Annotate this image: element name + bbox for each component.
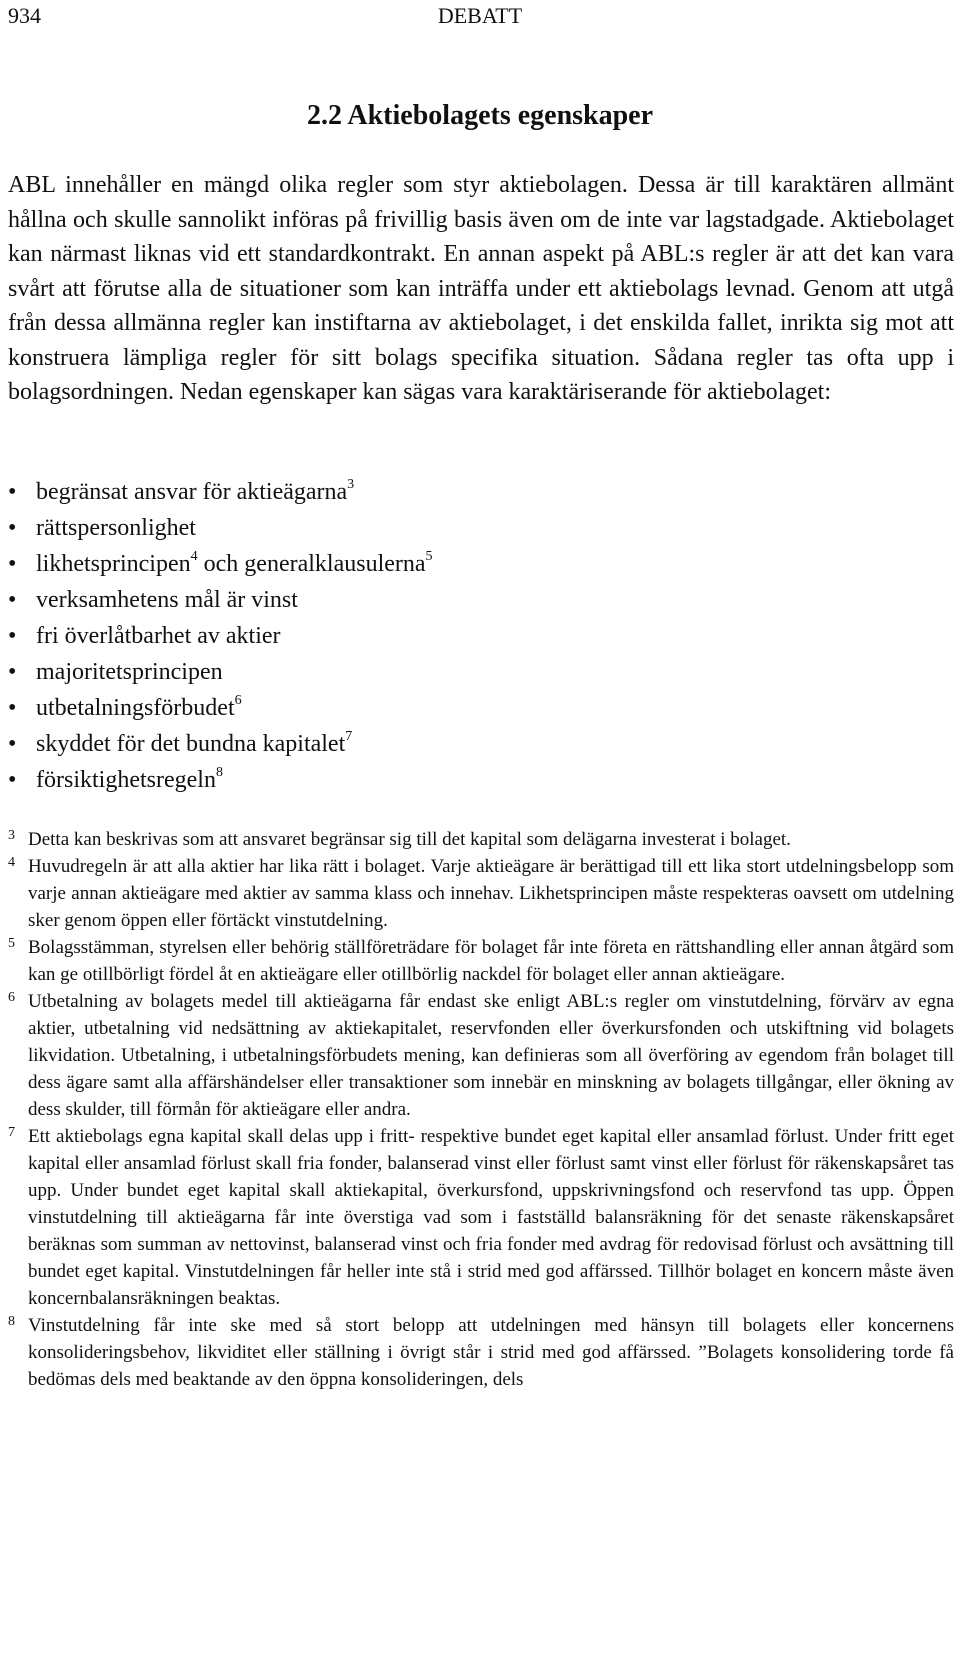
- bullet-icon: •: [8, 659, 17, 685]
- body-paragraph: ABL innehåller en mängd olika regler som styr aktiebolagen. Dessa är till karaktären allmänt hållna och skulle sannolikt införas på frivillig basis även om de inte var lagstadgade. Aktiebolaget kan närmast liknas vid ett standardkontrakt. En annan aspekt på ABL:s regler är att det kan vara svårt att förutse alla de situationer som kan inträffa under ett aktiebolags levnad. Genom att utgå från dessa allmänna regler kan instiftarna av aktiebolaget, i det enskilda fallet, inrikta sig mot att konstruera lämpliga regler för sitt bolags specifika situation. Sådana regler tas ofta upp i bolagsordningen. Nedan egenskaper kan sägas vara karaktäriserande för aktiebolaget:: [8, 172, 954, 405]
- footnote-number: 5: [8, 936, 15, 951]
- list-item-text: försiktighetsregeln: [36, 767, 216, 793]
- list-item: [8, 582, 928, 618]
- list-item-text: utbetalningsförbudet: [36, 695, 235, 721]
- bullet-icon: •: [8, 623, 17, 649]
- footnote-text: Vinstutdelning får inte ske med så stort belopp att utdelningen med hänsyn till bolagets eller koncernens konsolideringsbehov, likviditet eller ställning i övrigt står i strid med god affärssed. ”Bolagets konsolidering torde få bedömas dels med beaktande av den öppna konsolideringen, dels: [28, 1315, 954, 1390]
- footnote: [8, 988, 954, 1123]
- bullet-icon: •: [8, 479, 17, 505]
- list-item-text-continued: och generalklausulerna: [197, 551, 426, 577]
- page-number: 934: [8, 3, 41, 28]
- list-item: [8, 690, 928, 726]
- running-head: [8, 2, 952, 30]
- footnote: [8, 826, 954, 853]
- list-item-text: rättspersonlighet: [36, 515, 196, 541]
- footnote-text: Ett aktiebolags egna kapital skall delas upp i fritt- respektive bundet eget kapital eller ansamlad förlust. Under fritt eget kapital eller ansamlad förlust skall fria fonder, balanserad vinst eller förlust samt vinst eller förlust för räkenskapsåret tas upp. Under bundet eget kapital skall aktiekapital, överkursfond, uppskrivningsfond och reservfond tas upp. Öppen vinstutdelning till aktieägarna får inte överstiga vad som i fastställd balansräkning för det senaste räkenskapsåret beräknas som summan av nettovinst, balanserad vinst och fria fonder med avdrag för redovisad förlust och avsättning till bundet eget kapital. Vinstutdelningen får heller inte stå i strid med god affärssed. Tillhör bolaget en koncern måste även koncernbalansräkningen beaktas.: [28, 1126, 954, 1309]
- bullet-icon: •: [8, 515, 17, 541]
- list-item: [8, 726, 928, 762]
- footnote-ref[interactable]: 8: [215, 765, 223, 780]
- footnote: [8, 1312, 954, 1393]
- list-item-text: begränsat ansvar för aktieägarna: [36, 479, 348, 505]
- footnote-text: Huvudregeln är att alla aktier har lika rätt i bolaget. Varje aktieägare är berättigad till ett lika stort utdelningsbelopp som varje annan aktieägare med aktier av samma klass och innehav. Likhetsprincipen måste respekteras oavsett om utdelning sker genom öppen eller förtäckt vinstutdelning.: [28, 856, 954, 931]
- footnote-number: 7: [8, 1125, 15, 1140]
- list-item: [8, 546, 928, 582]
- footnote-text: Utbetalning av bolagets medel till aktieägarna får endast ske enligt ABL:s regler om vinstutdelning, förvärv av egna aktier, utbetalning vid nedsättning av aktiekapitalet, reservfonden eller överkursfonden och utskiftning vid bolagets likvidation. Utbetalning, i utbetalningsförbudets mening, kan definieras som all överföring av egendom från bolaget till dess ägare samt alla affärshändelser eller transaktioner som innebär en minskning av bolagets tillgångar, eller ökning av dess skulder, till förmån för aktieägare eller andra.: [28, 991, 954, 1120]
- list-item: [8, 618, 928, 654]
- footnote-ref[interactable]: 6: [234, 693, 242, 708]
- footnotes: [8, 826, 954, 1393]
- footnote: [8, 934, 954, 988]
- bullet-icon: •: [8, 695, 17, 721]
- footnote: [8, 853, 954, 934]
- footnote-text: Detta kan beskrivas som att ansvaret begränsar sig till det kapital som delägarna investerat i bolaget.: [28, 829, 791, 850]
- list-item: [8, 654, 928, 690]
- section-heading: 2.2 Aktiebolagets egenskaper: [306, 100, 654, 131]
- footnote-number: 4: [8, 855, 15, 870]
- footnote-number: 3: [8, 828, 15, 843]
- list-item-text: verksamhetens mål är vinst: [36, 587, 298, 613]
- bullet-icon: •: [8, 767, 17, 793]
- list-item-text: likhetsprincipen: [36, 551, 191, 577]
- list-item: [8, 762, 928, 798]
- footnote: [8, 1123, 954, 1312]
- list-item: [8, 510, 928, 546]
- bullet-icon: •: [8, 551, 17, 577]
- footnote-number: 8: [8, 1314, 15, 1329]
- footnote-ref[interactable]: 3: [347, 477, 355, 492]
- list-item-text: skyddet för det bundna kapitalet: [36, 731, 346, 757]
- section-label: DEBATT: [437, 3, 523, 28]
- list-item-text: fri överlåtbarhet av aktier: [36, 623, 281, 649]
- property-list: [8, 474, 928, 798]
- footnote-ref[interactable]: 5: [425, 549, 433, 564]
- footnote-number: 6: [8, 990, 15, 1005]
- bullet-icon: •: [8, 587, 17, 613]
- bullet-icon: •: [8, 731, 17, 757]
- list-item-text: majoritetsprincipen: [36, 659, 223, 685]
- footnote-text: Bolagsstämman, styrelsen eller behörig ställföreträdare för bolaget får inte företa en rättshandling eller annan åtgärd som kan ge otillbörligt fördel åt en aktieägare eller otillbörlig nackdel för bolaget eller annan aktieägare.: [28, 937, 954, 985]
- footnote-ref[interactable]: 7: [345, 729, 353, 744]
- list-item: [8, 474, 928, 510]
- footnote-ref[interactable]: 4: [190, 549, 198, 564]
